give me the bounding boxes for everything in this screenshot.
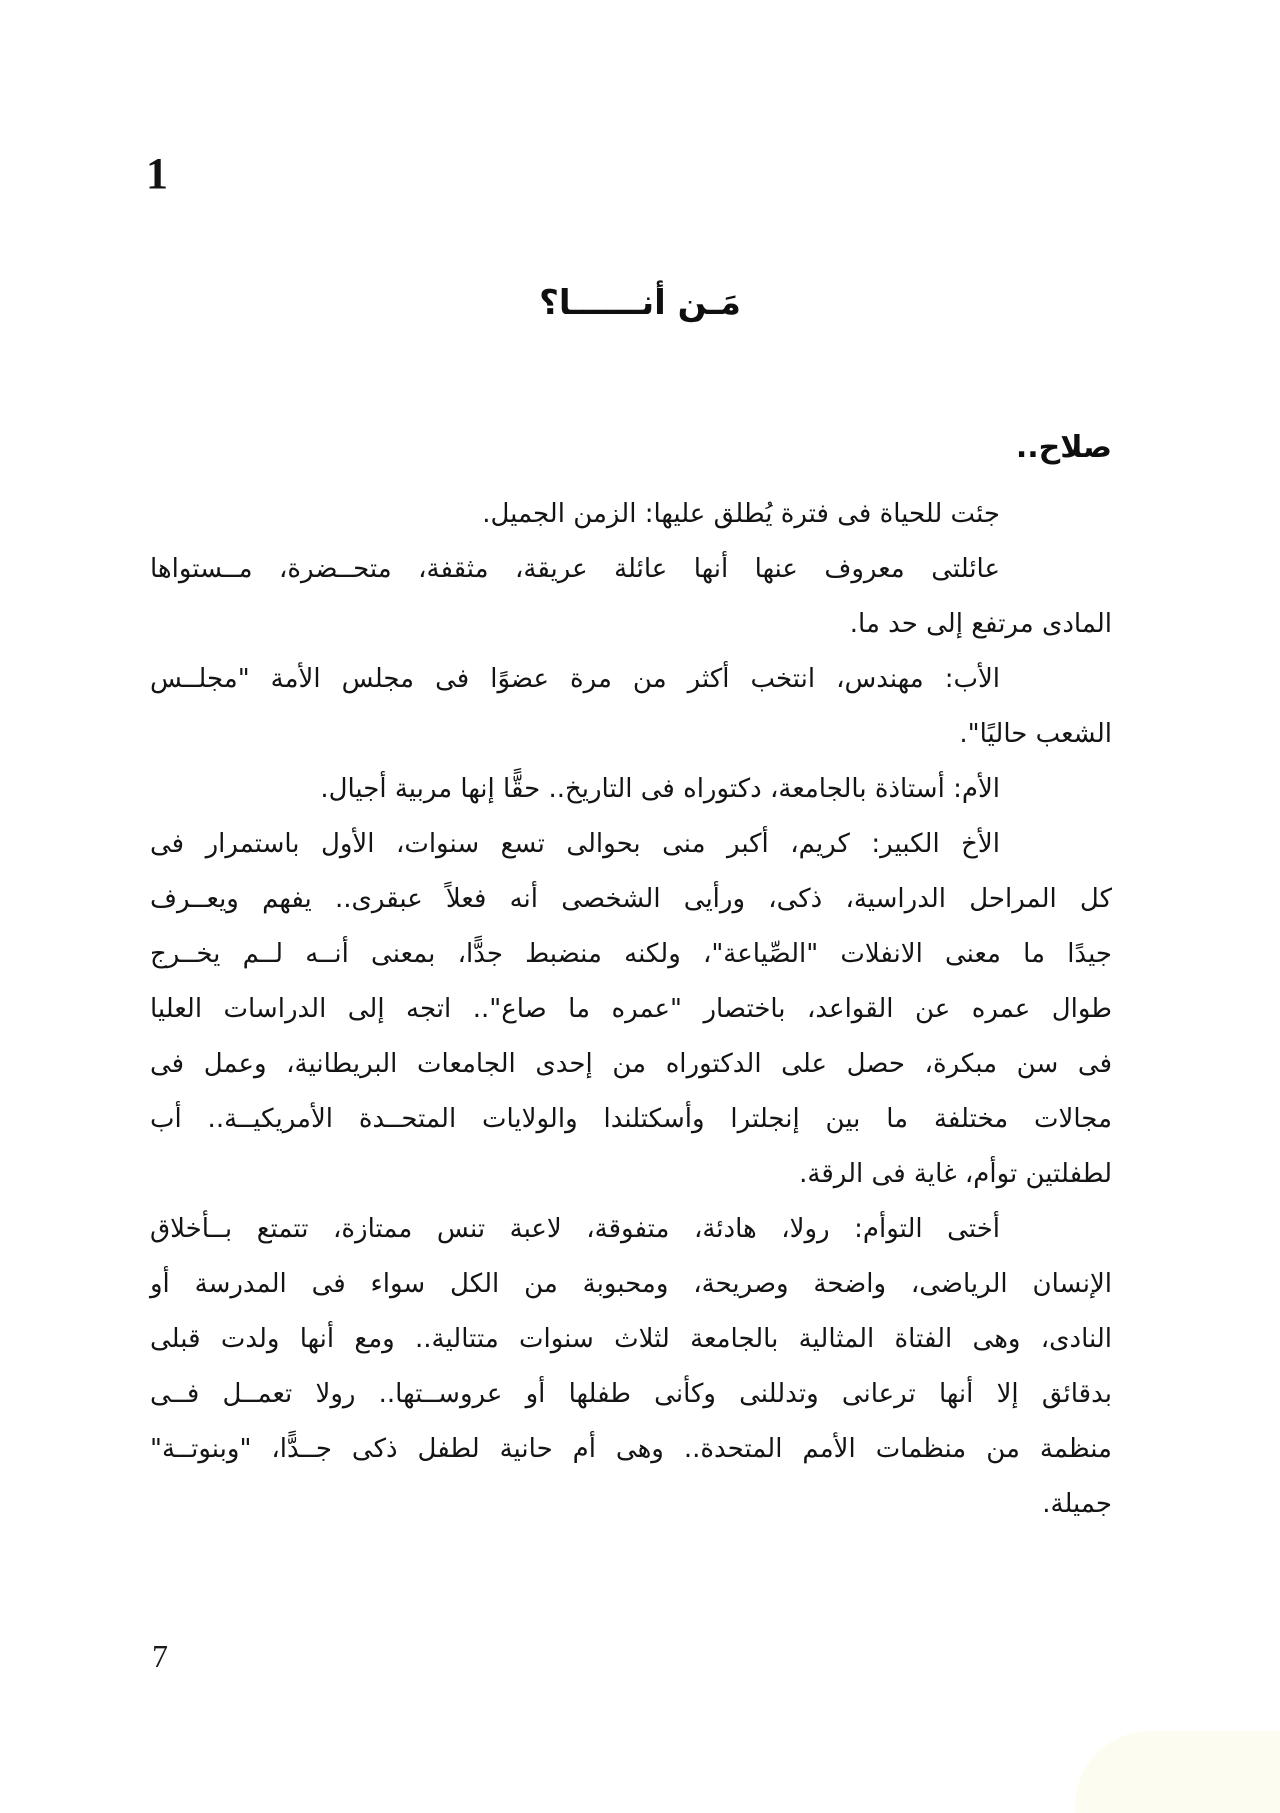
body-line: المادى مرتفع إلى حد ما.	[849, 609, 1112, 639]
body-line: الإنسان الرياضى، واضحة وصريحة، ومحبوبة من الكل سواء فى المدرسة أو	[150, 1269, 1112, 1299]
body-line: منظمة من منظمات الأمم المتحدة.. وهى أم حانية لطفل ذكى جــدًّا، "وبنوتــة"	[150, 1434, 1112, 1464]
body-text-block	[150, 425, 1112, 1532]
body-line: جيدًا ما معنى الانفلات "الصِّياعة"، ولكنه منضبط جدًّا، بمعنى أنــه لــم يخــرج	[150, 939, 1112, 969]
chapter-number: 1	[146, 149, 168, 198]
body-line: فى سن مبكرة، حصل على الدكتوراه من إحدى الجامعات البريطانية، وعمل فى	[150, 1049, 1112, 1079]
body-line: جئت للحياة فى فترة يُطلق عليها: الزمن الجميل.	[482, 499, 1000, 529]
body-line: الشعب حاليًا".	[959, 719, 1112, 749]
body-line: الأم: أستاذة بالجامعة، دكتوراه فى التاريخ.. حقًّا إنها مربية أجيال.	[320, 774, 1000, 804]
body-line: الأخ الكبير: كريم، أكبر منى بحوالى تسع سنوات، الأول باستمرار فى	[150, 829, 1000, 859]
body-line: الأب: مهندس، انتخب أكثر من مرة عضوًا فى مجلس الأمة "مجلــس	[150, 664, 1000, 694]
body-line: مجالات مختلفة ما بين إنجلترا وأسكتلندا والولايات المتحــدة الأمريكيــة.. أب	[150, 1104, 1112, 1134]
page-corner-shade	[1075, 1731, 1280, 1813]
body-line: كل المراحل الدراسية، ذكى، ورأيى الشخصى أنه فعلاً عبقرى.. يفهم ويعــرف	[150, 884, 1112, 914]
body-line: طوال عمره عن القواعد، باختصار "عمره ما صاع".. اتجه إلى الدراسات العليا	[150, 994, 1112, 1024]
chapter-title: مَـن أنــــــا؟	[539, 283, 741, 323]
body-line: عائلتى معروف عنها أنها عائلة عريقة، مثقفة، متحــضرة، مــستواها	[150, 554, 1000, 584]
body-line: جميلة.	[1042, 1489, 1112, 1519]
body-line: النادى، وهى الفتاة المثالية بالجامعة لثلاث سنوات متتالية.. ومع أنها ولدت قبلى	[150, 1324, 1112, 1354]
body-line: أختى التوأم: رولا، هادئة، متفوقة، لاعبة تنس ممتازة، تتمتع بــأخلاق	[150, 1214, 1000, 1244]
body-line: بدقائق إلا أنها ترعانى وتدللنى وكأنى طفلها أو عروســتها.. رولا تعمــل فــى	[150, 1379, 1112, 1409]
page-number: 7	[152, 1638, 168, 1674]
body-line: لطفلتين توأم، غاية فى الرقة.	[799, 1159, 1112, 1189]
section-heading: صلاح..	[1015, 430, 1112, 465]
